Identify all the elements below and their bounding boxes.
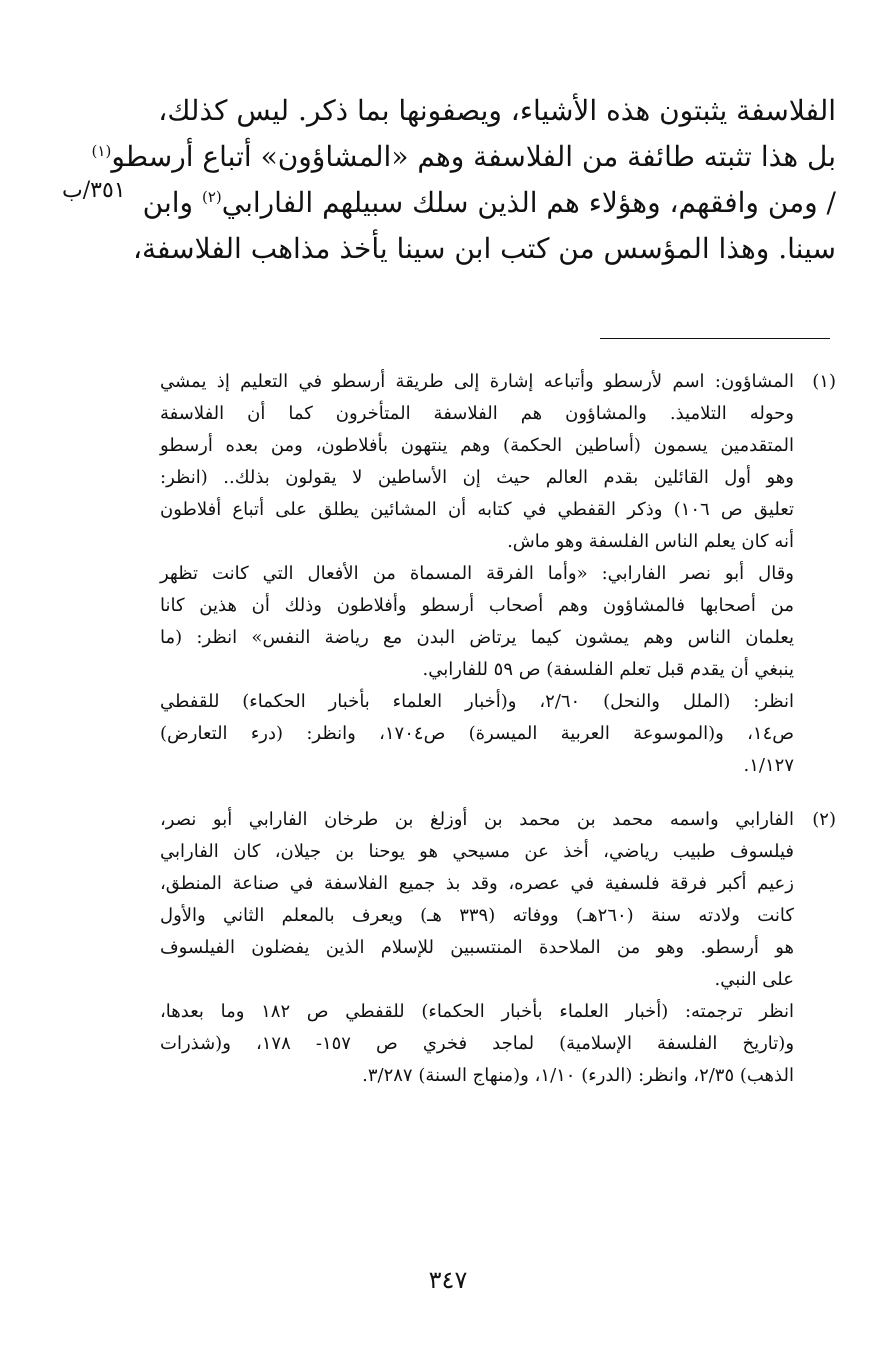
main-line [132,226,836,272]
footnote-line: ينبغي أن يقدم قبل تعلم الفلسفة) ص ٥٩ للفارابي. [422,659,794,680]
footnote-ref: (١) [91,142,112,160]
main-line [91,134,836,180]
footnote-line: وقال أبو نصر الفارابي: «وأما الفرقة المسماة من الأفعال التي كانت تظهر [160,563,794,584]
manuscript-folio-note: ٣٥١/ب [62,178,126,203]
main-line-text: وابن [142,186,194,219]
main-line-text: بل هذا تثبته طائفة من الفلاسفة وهم «المشاؤون» أتباع أرسطو [111,140,836,173]
footnote-line: انظر: (الملل والنحل) ٢/٦٠، و(أخبار العلماء بأخبار الحكماء) للقفطي [160,691,794,712]
footnote-line: فيلسوف طبيب رياضي، أخذ عن مسيحي هو يوحنا بن جيلان، كان الفارابي [160,841,794,862]
footnote-line: وهو أول القائلين بقدم العالم حيث إن الأساطين لا يقولون بذلك.. (انظر: [160,467,794,488]
footnote-line: من أصحابها فالمشاؤون وهم أصحاب أرسطو وأفلاطون وذلك أن هذين كانا [160,595,794,616]
footnote-line: المتقدمين يسمون (أساطين الحكمة) وهم ينتهون بأفلاطون، ومن بعده أرسطو [160,435,794,456]
footnote-number: (١) [812,371,836,392]
footnote-separator [600,338,830,339]
footnote-line: زعيم أكبر فرقة فلسفية في عصره، وقد بذ جميع الفلاسفة في صناعة المنطق، [160,873,794,894]
footnote-line: هو أرسطو. وهو من الملاحدة المنتسبين للإسلام الذين يفضلون الفيلسوف [160,937,794,958]
main-line-text: الفلاسفة يثبتون هذه الأشياء، ويصفونها بما ذكر. ليس كذلك، [158,94,836,127]
footnote-line: كانت ولادته سنة (٢٦٠هـ) ووفاته (٣٣٩ هـ) ويعرف بالمعلم الثاني والأول [160,905,794,926]
footnote-ref: (٢) [201,188,222,206]
footnote-line: على النبي. [714,969,794,990]
footnote-2 [160,804,836,1092]
footnote-line: الفارابي واسمه محمد بن محمد بن أوزلغ بن طرخان الفارابي أبو نصر، [160,809,794,830]
footnote-line: ١/١٢٧. [743,755,794,776]
main-line [142,180,836,226]
footnote-line: المشاؤون: اسم لأرسطو وأتباعه إشارة إلى طريقة أرسطو في التعليم إذ يمشي [160,371,794,392]
footnote-line: أنه كان يعلم الناس الفلسفة وهو ماش. [507,531,794,552]
footnote-line: و(تاريخ الفلسفة الإسلامية) لماجد فخري ص ١٥٧- ١٧٨، و(شذرات [160,1033,795,1054]
page-number: ٣٤٧ [428,1266,468,1294]
footnote-1 [160,366,836,782]
footnote-line: انظر ترجمته: (أخبار العلماء بأخبار الحكماء) للقفطي ص ١٨٢ وما بعدها، [160,1001,794,1022]
footnote-number: (٢) [812,809,836,830]
footnote-line: وحوله التلاميذ. والمشاؤون هم الفلاسفة المتأخرون كما أن الفلاسفة [160,403,794,424]
main-line-text: سينا. وهذا المؤسس من كتب ابن سينا يأخذ مذاهب الفلاسفة، [132,232,836,265]
footnote-line: ص١٤، و(الموسوعة العربية الميسرة) ص١٧٠٤، وانظر: (درء التعارض) [160,723,795,744]
footnote-line: الذهب) ٢/٣٥، وانظر: (الدرء) ١/١٠، و(منهاج السنة) ٣/٢٨٧. [362,1065,794,1086]
footnote-line: تعليق ص ١٠٦) وذكر القفطي في كتابه أن المشائين يطلق على أتباع أفلاطون [160,499,794,520]
main-line [160,88,836,134]
footnote-line: يعلمان الناس وهم يمشون كيما يرتاض البدن مع رياضة النفس» انظر: (ما [160,627,794,648]
footnote-gap [160,782,836,804]
footnotes [160,366,836,1092]
main-line-text: / ومن وافقهم، وهؤلاء هم الذين سلك سبيلهم الفارابي [221,186,836,219]
